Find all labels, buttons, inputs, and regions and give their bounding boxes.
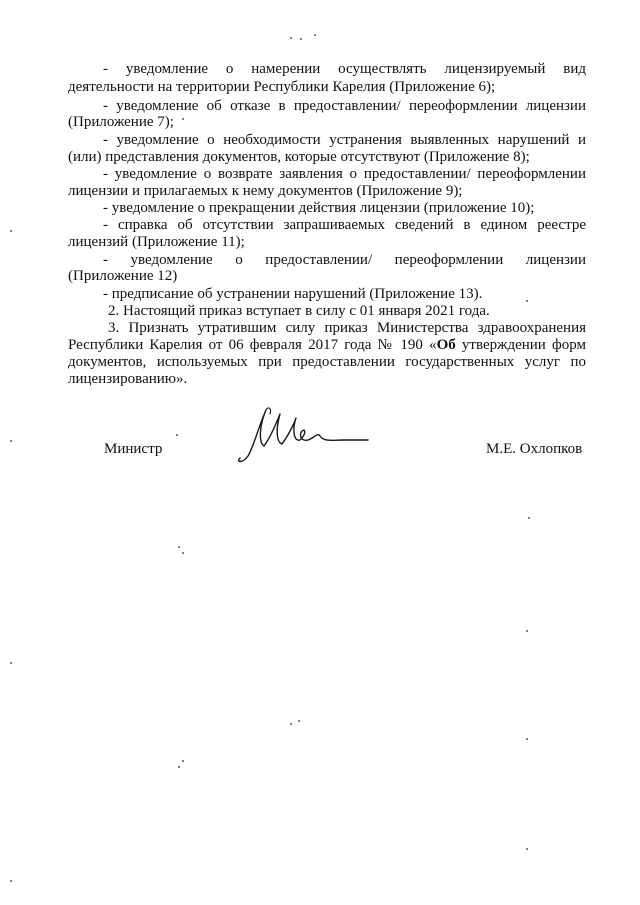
text-line: лицензированию». (68, 371, 188, 387)
scan-speck (182, 760, 184, 762)
scan-speck (10, 662, 12, 664)
scan-speck (300, 38, 302, 40)
scan-speck (528, 517, 530, 519)
text-line (68, 337, 586, 354)
scan-speck (314, 34, 316, 36)
text-line: 2. Настоящий приказ вступает в силу с 01 января 2021 года. (108, 303, 490, 319)
text-line: - уведомление об отказе в предоставлении/ переоформлении лицензии (103, 98, 586, 114)
text-line: - уведомление о прекращении действия лицензии (приложение 10); (103, 200, 535, 216)
text-line: (Приложение 12) (68, 268, 178, 284)
scan-speck (10, 440, 12, 442)
scan-speck (526, 848, 528, 850)
scan-speck (182, 118, 184, 120)
handwritten-signature (232, 402, 372, 466)
text-fragment: утверждении форм (455, 337, 586, 353)
scan-speck (182, 552, 184, 554)
scan-speck (526, 738, 528, 740)
signatory-name: М.Е. Охлопков (486, 441, 583, 457)
scan-speck (10, 230, 12, 232)
scan-speck (526, 630, 528, 632)
bold-fragment: Об (436, 337, 456, 353)
text-line: - уведомление о возврате заявления о предоставлении/ переоформлении (103, 166, 586, 182)
scan-speck (178, 546, 180, 548)
text-line: - уведомление о необходимости устранения выявленных нарушений и (103, 132, 586, 148)
text-line: - уведомление о намерении осуществлять лицензируемый вид (103, 61, 586, 77)
text-line: - справка об отсутствии запрашиваемых сведений в едином реестре (103, 217, 586, 233)
scan-speck (176, 434, 178, 436)
text-line: - уведомление о предоставлении/ переоформлении лицензии (103, 252, 586, 268)
scan-speck (290, 37, 292, 39)
text-line: 3. Признать утратившим силу приказ Министерства здравоохранения (108, 320, 586, 336)
scan-speck (10, 880, 12, 882)
text-line: лицензии и прилагаемых к нему документов (Приложение 9); (68, 183, 463, 199)
scan-speck (526, 300, 528, 302)
scan-speck (290, 723, 292, 725)
text-line: - предписание об устранении нарушений (Приложение 13). (103, 286, 483, 302)
text-line: документов, используемых при предоставлении государственных услуг по (68, 354, 586, 370)
text-line: деятельности на территории Республики Карелия (Приложение 6); (68, 79, 496, 95)
text-line: (Приложение 7); (68, 114, 174, 130)
text-line: лицензий (Приложение 11); (68, 234, 245, 250)
scan-speck (178, 766, 180, 768)
scan-speck (298, 720, 300, 722)
text-fragment: Республики Карелия от 06 февраля 2017 года № 190 « (68, 337, 437, 353)
text-line: (или) представления документов, которые отсутствуют (Приложение 8); (68, 149, 530, 165)
signature-position-label: Министр (104, 441, 163, 457)
